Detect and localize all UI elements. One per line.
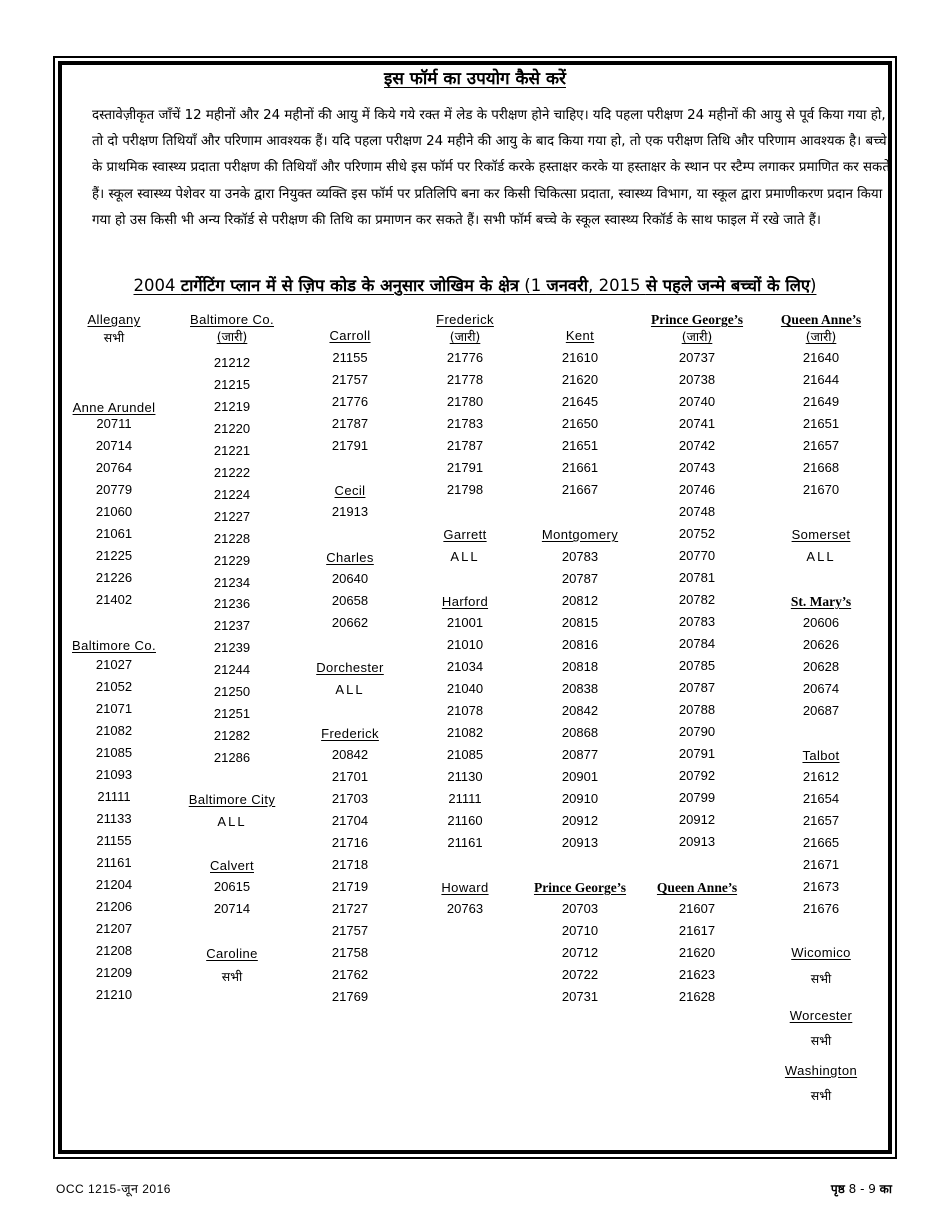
zip-code: 21787 xyxy=(446,438,484,453)
zip-code: 21623 xyxy=(678,967,716,982)
zip-code: 20781 xyxy=(678,570,716,585)
zip-code: 20877 xyxy=(561,747,599,762)
zip-code: 21212 xyxy=(213,355,251,370)
zip-code: 20711 xyxy=(96,416,132,431)
zip-code: 20868 xyxy=(561,725,599,740)
zip-code: 20901 xyxy=(561,769,599,784)
zip-code: 21286 xyxy=(213,750,251,765)
zip-code: 21221 xyxy=(213,443,251,458)
zip-code: 21111 xyxy=(97,789,131,804)
county-all-zips: सभी xyxy=(103,330,125,345)
zip-code: 21093 xyxy=(95,767,133,782)
zip-code: 21676 xyxy=(802,901,840,916)
zip-code: 20788 xyxy=(678,702,716,717)
zip-code: 20842 xyxy=(331,747,369,762)
zip-code: 21701 xyxy=(331,769,369,784)
county-heading-washington: Washington xyxy=(784,1063,858,1078)
zip-code: 21085 xyxy=(95,745,133,760)
zip-code: 21645 xyxy=(561,394,599,409)
zip-code: 21719 xyxy=(331,879,369,894)
zip-code: 21082 xyxy=(95,723,133,738)
county-heading-frederick: Frederick xyxy=(321,726,379,741)
zip-code: 21204 xyxy=(95,877,133,892)
zip-code: 20787 xyxy=(678,680,716,695)
zip-code: 21236 xyxy=(213,596,251,611)
zip-code: 20737 xyxy=(678,350,716,365)
continued-label: (जारी) xyxy=(216,329,248,344)
zip-code: 20743 xyxy=(678,460,716,475)
zip-code: 21234 xyxy=(213,575,251,590)
continued-label: (जारी) xyxy=(805,329,837,344)
zip-code: 20783 xyxy=(561,549,599,564)
zip-code: 20913 xyxy=(561,835,599,850)
zip-code: 21757 xyxy=(331,923,369,938)
zip-code: 21085 xyxy=(446,747,484,762)
zip-code: 21665 xyxy=(802,835,840,850)
zip-code: 21034 xyxy=(446,659,484,674)
zip-code: 21787 xyxy=(331,416,369,431)
county-heading-kent: Kent xyxy=(565,328,595,343)
zip-code: 21649 xyxy=(802,394,840,409)
zip-code: 20731 xyxy=(561,989,599,1004)
zip-code: 21155 xyxy=(96,833,132,848)
zip-code: 21071 xyxy=(95,701,133,716)
zip-code: 21703 xyxy=(331,791,369,806)
zip-code: 21610 xyxy=(561,350,599,365)
county-heading-worcester: Worcester xyxy=(789,1008,853,1023)
zip-code: 20742 xyxy=(678,438,716,453)
zip-code: 21769 xyxy=(331,989,369,1004)
zip-code: 21161 xyxy=(96,855,132,870)
county-all-zips: सभी xyxy=(221,969,243,984)
zip-code: 21661 xyxy=(561,460,599,475)
county-heading-baltimore-co: Baltimore Co. xyxy=(72,638,156,653)
zip-code: 20658 xyxy=(331,593,369,608)
zip-code: 21762 xyxy=(331,967,369,982)
county-heading-baltimore-city: Baltimore City xyxy=(188,792,276,807)
zip-code: 20912 xyxy=(678,812,716,827)
zip-code: 20640 xyxy=(331,571,369,586)
county-all-zips: ALL xyxy=(450,549,480,564)
zip-code: 20606 xyxy=(802,615,840,630)
zip-code: 20790 xyxy=(678,724,716,739)
zip-code: 21111 xyxy=(448,791,482,806)
zip-code: 20779 xyxy=(95,482,133,497)
zip-code: 21229 xyxy=(213,553,251,568)
zip-code: 21224 xyxy=(213,487,251,502)
zip-code: 20816 xyxy=(561,637,599,652)
zip-code: 21208 xyxy=(95,943,133,958)
zip-code: 21052 xyxy=(95,679,133,694)
zip-code: 20703 xyxy=(561,901,599,916)
zip-code: 21225 xyxy=(95,548,133,563)
zip-code: 20714 xyxy=(95,438,133,453)
zip-code: 21001 xyxy=(446,615,484,630)
zip-code: 21651 xyxy=(561,438,599,453)
zip-code: 21244 xyxy=(213,662,251,677)
county-heading-talbot: Talbot xyxy=(802,748,840,763)
zip-code: 21155 xyxy=(332,350,368,365)
continued-label: (जारी) xyxy=(681,329,713,344)
zip-code: 20674 xyxy=(802,681,840,696)
zip-code: 21650 xyxy=(561,416,599,431)
zip-code: 21226 xyxy=(95,570,133,585)
county-heading-wicomico: Wicomico xyxy=(791,945,851,960)
zip-code: 21207 xyxy=(95,921,133,936)
zip-code: 20746 xyxy=(678,482,716,497)
zip-code: 21620 xyxy=(678,945,716,960)
zip-code: 21791 xyxy=(331,438,369,453)
zip-code: 21209 xyxy=(95,965,133,980)
zip-code: 21651 xyxy=(802,416,840,431)
county-heading-charles: Charles xyxy=(326,550,374,565)
zip-code: 20838 xyxy=(561,681,599,696)
zip-code: 21219 xyxy=(213,399,251,414)
zip-code: 21778 xyxy=(446,372,484,387)
zip-code: 21620 xyxy=(561,372,599,387)
zip-code: 21670 xyxy=(802,482,840,497)
zip-code: 20662 xyxy=(331,615,369,630)
zip-code: 21027 xyxy=(95,657,133,672)
zip-code: 20912 xyxy=(561,813,599,828)
county-heading-prince-georges: Prince George’s xyxy=(533,880,627,895)
zip-code: 21227 xyxy=(213,509,251,524)
zip-code: 21082 xyxy=(446,725,484,740)
county-heading-cecil: Cecil xyxy=(334,483,366,498)
zip-code: 20799 xyxy=(678,790,716,805)
zip-code: 21237 xyxy=(213,618,251,633)
zip-code: 21282 xyxy=(213,728,251,743)
zip-code: 20910 xyxy=(561,791,599,806)
county-all-zips: सभी xyxy=(810,971,832,986)
zip-code: 20818 xyxy=(561,659,599,674)
zip-code: 20626 xyxy=(802,637,840,652)
zip-code: 20792 xyxy=(678,768,716,783)
instructions-paragraph: दस्तावेज़ीकृत जाँचें 12 महीनों और 24 महीनों की आयु में किये गये रक्त में लेड के परीक्षण होने चाहिए। यदि पहला परीक्षण 24 महीनों की आयु से पूर्व किया गया हो, तो दो परीक्षण तिथियाँ और परिणाम आवश्यक हैं। यदि पहला परीक्षण 24 महीने की आयु के बाद किया गया हो, तो एक परीक्षण तिथि और परिणाम आवश्यक है। बच्चे के प्राथमिक स्वास्थ्य प्रदाता परीक्षण की तिथियाँ और परिणाम सीधे इस फॉर्म पर रिकॉर्ड करके हस्ताक्षर करके या हस्ताक्षर के स्थान पर स्टैम्प लगाकर प्रमाणित कर सकते हैं। स्कूल स्वास्थ्य पेशेवर या उनके द्वारा नियुक्त व्यक्ति इस फॉर्म पर प्रतिलिपि बना कर किसी चिकित्सा प्रदाता, स्वास्थ्य विभाग, या स्कूल द्वारा प्रमाणीकरण प्रदान किया गया हो उस किसी भी अन्य रिकॉर्ड से परीक्षण की तिथि का प्रमाणन कर सकते हैं। सभी फॉर्म बच्चे के स्कूल स्वास्थ्य रिकॉर्ड के साथ फाइल में रखे जाते हैं। xyxy=(92,108,890,228)
zip-code: 20722 xyxy=(561,967,599,982)
zip-code: 21727 xyxy=(331,901,369,916)
county-heading-garrett: Garrett xyxy=(443,527,487,542)
zip-code: 21718 xyxy=(331,857,369,872)
zip-code: 20741 xyxy=(678,416,716,431)
zip-code: 21215 xyxy=(213,377,251,392)
zip-code: 21040 xyxy=(446,681,484,696)
zip-code: 21061 xyxy=(95,526,133,541)
zip-code: 20770 xyxy=(678,548,716,563)
county-heading-prince-georges-cont: Prince George’s xyxy=(650,312,744,327)
zip-code: 21776 xyxy=(446,350,484,365)
zip-code: 20748 xyxy=(678,504,716,519)
zip-code: 21206 xyxy=(95,899,133,914)
county-heading-anne-arundel: Anne Arundel xyxy=(72,400,156,415)
zip-table-title: 2004 टार्गेटिंग प्लान में से ज़िप कोड के अनुसार जोखिम के क्षेत्र (1 जनवरी, 2015 से पहले जन्मे बच्चों के लिए) xyxy=(133,276,817,295)
zip-code: 21776 xyxy=(331,394,369,409)
zip-code: 21716 xyxy=(331,835,369,850)
zip-code: 20785 xyxy=(678,658,716,673)
zip-code: 21654 xyxy=(802,791,840,806)
zip-code: 21657 xyxy=(802,438,840,453)
zip-code: 21130 xyxy=(447,769,483,784)
zip-code: 21704 xyxy=(331,813,369,828)
zip-code: 21607 xyxy=(678,901,716,916)
zip-code: 20791 xyxy=(678,746,716,761)
zip-code: 21644 xyxy=(802,372,840,387)
county-heading-allegany: Allegany xyxy=(87,312,141,327)
zip-code: 21780 xyxy=(446,394,484,409)
zip-code: 20740 xyxy=(678,394,716,409)
zip-code: 20763 xyxy=(446,901,484,916)
zip-code: 20815 xyxy=(561,615,599,630)
zip-code: 21640 xyxy=(802,350,840,365)
zip-code: 21250 xyxy=(213,684,251,699)
county-all-zips: ALL xyxy=(806,549,836,564)
zip-code: 21210 xyxy=(95,987,133,1002)
zip-code: 21913 xyxy=(331,504,369,519)
zip-code: 21612 xyxy=(802,769,840,784)
zip-code: 21758 xyxy=(331,945,369,960)
county-heading-dorchester: Dorchester xyxy=(316,660,384,675)
zip-code: 20783 xyxy=(678,614,716,629)
zip-code: 21657 xyxy=(802,813,840,828)
continued-label: (जारी) xyxy=(449,329,481,344)
county-heading-queen-annes: Queen Anne’s xyxy=(656,880,738,895)
zip-code: 20738 xyxy=(678,372,716,387)
zip-code: 20752 xyxy=(678,526,716,541)
zip-code: 21060 xyxy=(95,504,133,519)
zip-code: 21757 xyxy=(331,372,369,387)
zip-code: 21251 xyxy=(213,706,251,721)
county-heading-howard: Howard xyxy=(441,880,489,895)
zip-code: 21671 xyxy=(802,857,840,872)
zip-code: 21078 xyxy=(446,703,484,718)
zip-code: 21239 xyxy=(213,640,251,655)
footer-form-code: OCC 1215-जून 2016 xyxy=(56,1181,171,1196)
zip-code: 20764 xyxy=(95,460,133,475)
footer-page-number: पृष्ठ 8 - 9 का xyxy=(830,1182,892,1196)
zip-code: 21673 xyxy=(802,879,840,894)
zip-code: 20782 xyxy=(678,592,716,607)
zip-code: 20710 xyxy=(561,923,599,938)
zip-code: 20714 xyxy=(213,901,251,916)
zip-code: 20615 xyxy=(213,879,251,894)
zip-code: 20787 xyxy=(561,571,599,586)
county-heading-calvert: Calvert xyxy=(210,858,254,873)
county-all-zips: ALL xyxy=(217,814,247,829)
zip-code: 21783 xyxy=(446,416,484,431)
zip-code: 21402 xyxy=(95,592,133,607)
county-heading-queen-annes-cont: Queen Anne’s xyxy=(780,312,862,327)
county-heading-caroline: Caroline xyxy=(206,946,258,961)
zip-code: 21667 xyxy=(561,482,599,497)
zip-code: 20913 xyxy=(678,834,716,849)
zip-code: 21220 xyxy=(213,421,251,436)
county-heading-baltimore-co-cont: Baltimore Co. xyxy=(190,312,274,327)
county-heading-carroll: Carroll xyxy=(329,328,371,343)
county-heading-frederick-cont: Frederick xyxy=(436,312,494,327)
county-all-zips: सभी xyxy=(810,1088,832,1103)
zip-code: 21798 xyxy=(446,482,484,497)
county-heading-st-marys: St. Mary’s xyxy=(790,594,852,609)
zip-code: 21222 xyxy=(213,465,251,480)
county-heading-harford: Harford xyxy=(441,594,489,609)
zip-code: 21161 xyxy=(447,835,483,850)
zip-code: 21668 xyxy=(802,460,840,475)
zip-code: 21133 xyxy=(96,811,132,826)
zip-code: 21628 xyxy=(678,989,716,1004)
zip-code: 21160 xyxy=(447,813,483,828)
county-heading-montgomery: Montgomery xyxy=(541,527,619,542)
county-all-zips: सभी xyxy=(810,1033,832,1048)
county-all-zips: ALL xyxy=(335,682,365,697)
zip-code: 21228 xyxy=(213,531,251,546)
zip-code: 21791 xyxy=(446,460,484,475)
zip-code: 20687 xyxy=(802,703,840,718)
zip-code: 20812 xyxy=(561,593,599,608)
zip-code: 21010 xyxy=(446,637,484,652)
zip-code: 20842 xyxy=(561,703,599,718)
zip-code: 20712 xyxy=(561,945,599,960)
form-title: इस फॉर्म का उपयोग कैसे करें xyxy=(384,69,566,89)
zip-code: 20784 xyxy=(678,636,716,651)
county-heading-somerset: Somerset xyxy=(791,527,851,542)
zip-code: 21617 xyxy=(678,923,716,938)
zip-code: 20628 xyxy=(802,659,840,674)
